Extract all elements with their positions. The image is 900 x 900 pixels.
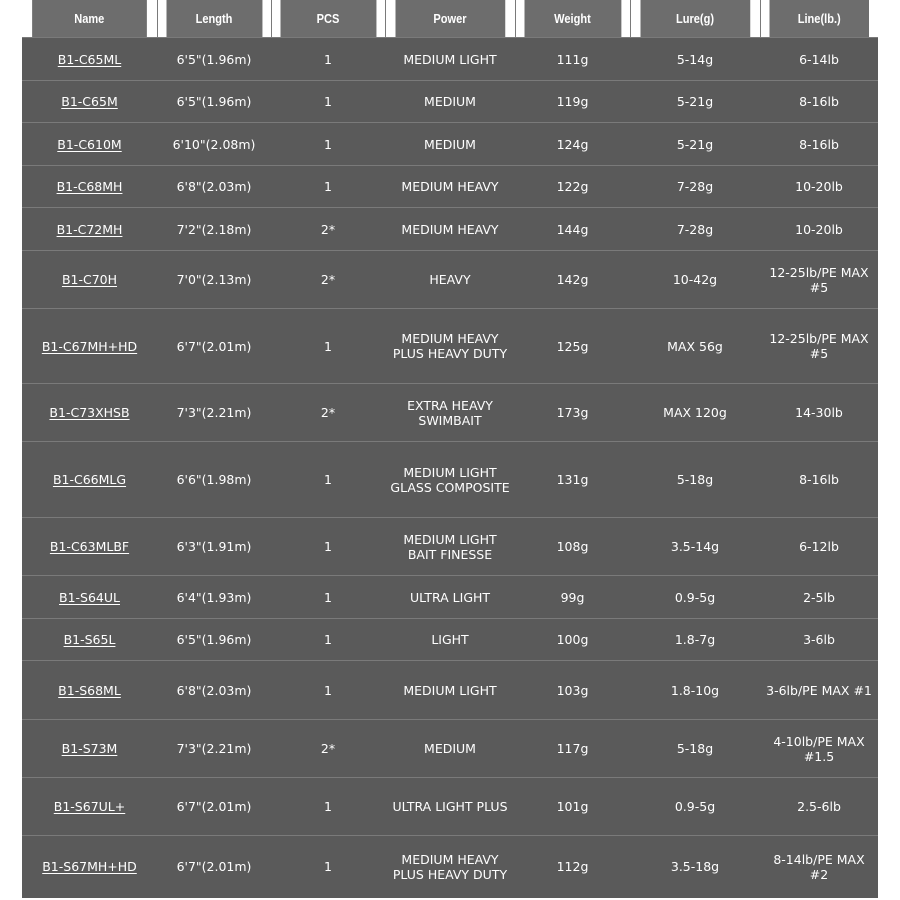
cell-power: MEDIUM HEAVY: [385, 166, 515, 208]
rod-spec-table: [22, 0, 878, 898]
cell-lure: 0.9-5g: [630, 576, 760, 619]
cell-power: MEDIUM HEAVY: [385, 208, 515, 251]
table-row: [22, 123, 878, 166]
cell-line: 8-16lb: [760, 442, 878, 518]
cell-power: MEDIUM LIGHT GLASS COMPOSITE: [385, 442, 515, 518]
cell-lure: 3.5-14g: [630, 518, 760, 576]
model-link[interactable]: B1-C63MLBF: [49, 539, 130, 554]
cell-lure: 7-28g: [630, 166, 760, 208]
cell-weight: 122g: [515, 166, 630, 208]
cell-lure: 3.5-18g: [630, 836, 760, 898]
cell-name: [22, 81, 157, 123]
cell-line: 12-25lb/PE MAX #5: [760, 251, 878, 309]
table-row: [22, 38, 878, 81]
table-row: [22, 81, 878, 123]
table-row: [22, 208, 878, 251]
cell-name: [22, 576, 157, 619]
cell-pcs: 1: [271, 836, 385, 898]
model-link[interactable]: B1-C67MH+HD: [41, 338, 138, 354]
model-link[interactable]: B1-S67MH+HD: [42, 859, 137, 875]
cell-weight: 119g: [515, 81, 630, 123]
cell-length: 6'7"(2.01m): [157, 778, 271, 836]
cell-line: 6-14lb: [760, 38, 878, 81]
model-link[interactable]: B1-S67UL+: [53, 799, 126, 814]
model-link[interactable]: B1-C610M: [57, 136, 122, 152]
cell-lure: 7-28g: [630, 208, 760, 251]
cell-weight: 101g: [515, 778, 630, 836]
cell-weight: 144g: [515, 208, 630, 251]
cell-pcs: 1: [271, 661, 385, 720]
cell-weight: 112g: [515, 836, 630, 898]
cell-line: 14-30lb: [760, 384, 878, 442]
cell-lure: 1.8-10g: [630, 661, 760, 720]
cell-power: MEDIUM LIGHT BAIT FINESSE: [385, 518, 515, 576]
cell-power: MEDIUM HEAVY PLUS HEAVY DUTY: [385, 309, 515, 384]
cell-length: 6'8"(2.03m): [157, 166, 271, 208]
cell-length: 7'0"(2.13m): [157, 251, 271, 309]
table-row: [22, 166, 878, 208]
cell-line: 4-10lb/PE MAX #1.5: [760, 720, 878, 778]
cell-name: [22, 836, 157, 898]
header-length: Length: [166, 0, 263, 38]
model-link[interactable]: B1-C65ML: [57, 51, 122, 67]
cell-power: HEAVY: [385, 251, 515, 309]
table-row: [22, 619, 878, 661]
cell-name: [22, 208, 157, 251]
cell-name: [22, 518, 157, 576]
cell-power: MEDIUM: [385, 81, 515, 123]
cell-name: [22, 384, 157, 442]
header-line: Line(lb.): [769, 0, 869, 38]
cell-lure: 0.9-5g: [630, 778, 760, 836]
cell-pcs: 1: [271, 309, 385, 384]
cell-weight: 100g: [515, 619, 630, 661]
table-row: [22, 720, 878, 778]
cell-weight: 124g: [515, 123, 630, 166]
cell-power: MEDIUM LIGHT: [385, 38, 515, 81]
cell-pcs: 2*: [271, 384, 385, 442]
cell-name: [22, 778, 157, 836]
cell-length: 6'6"(1.98m): [157, 442, 271, 518]
cell-pcs: 1: [271, 619, 385, 661]
cell-line: 8-14lb/PE MAX #2: [760, 836, 878, 898]
cell-line: 12-25lb/PE MAX #5: [760, 309, 878, 384]
cell-pcs: 2*: [271, 251, 385, 309]
table-row: [22, 836, 878, 898]
model-link[interactable]: B1-C73XHSB: [49, 405, 130, 420]
cell-pcs: 2*: [271, 720, 385, 778]
header-pcs: PCS: [280, 0, 377, 38]
cell-power: MEDIUM: [385, 123, 515, 166]
cell-pcs: 2*: [271, 208, 385, 251]
cell-line: 3-6lb: [760, 619, 878, 661]
table-row: [22, 442, 878, 518]
cell-name: [22, 38, 157, 81]
table-row: [22, 309, 878, 384]
cell-length: 6'5"(1.96m): [157, 619, 271, 661]
cell-length: 6'5"(1.96m): [157, 81, 271, 123]
model-link[interactable]: B1-C72MH: [56, 221, 123, 237]
cell-line: 8-16lb: [760, 81, 878, 123]
cell-lure: 10-42g: [630, 251, 760, 309]
cell-lure: 5-14g: [630, 38, 760, 81]
cell-name: [22, 309, 157, 384]
cell-line: 6-12lb: [760, 518, 878, 576]
cell-name: [22, 661, 157, 720]
model-link[interactable]: B1-C66MLG: [52, 472, 127, 487]
cell-name: [22, 123, 157, 166]
cell-power: MEDIUM HEAVY PLUS HEAVY DUTY: [385, 836, 515, 898]
table-row: [22, 384, 878, 442]
cell-line: 2.5-6lb: [760, 778, 878, 836]
model-link[interactable]: B1-S68ML: [58, 682, 121, 698]
cell-weight: 173g: [515, 384, 630, 442]
cell-length: 7'3"(2.21m): [157, 384, 271, 442]
cell-weight: 131g: [515, 442, 630, 518]
cell-weight: 103g: [515, 661, 630, 720]
cell-pcs: 1: [271, 166, 385, 208]
cell-pcs: 1: [271, 38, 385, 81]
cell-pcs: 1: [271, 778, 385, 836]
cell-name: [22, 442, 157, 518]
cell-length: 6'10"(2.08m): [157, 123, 271, 166]
cell-lure: 1.8-7g: [630, 619, 760, 661]
cell-lure: MAX 120g: [630, 384, 760, 442]
cell-weight: 99g: [515, 576, 630, 619]
cell-lure: 5-18g: [630, 442, 760, 518]
model-link[interactable]: B1-C68MH: [56, 179, 123, 194]
header-name: Name: [32, 0, 147, 38]
cell-power: LIGHT: [385, 619, 515, 661]
cell-lure: 5-21g: [630, 81, 760, 123]
cell-length: 6'7"(2.01m): [157, 309, 271, 384]
cell-pcs: 1: [271, 123, 385, 166]
cell-power: EXTRA HEAVY SWIMBAIT: [385, 384, 515, 442]
cell-pcs: 1: [271, 518, 385, 576]
cell-line: 10-20lb: [760, 166, 878, 208]
cell-weight: 142g: [515, 251, 630, 309]
cell-length: 6'5"(1.96m): [157, 38, 271, 81]
cell-length: 6'4"(1.93m): [157, 576, 271, 619]
model-link[interactable]: B1-C70H: [61, 272, 118, 287]
model-link[interactable]: B1-S65L: [63, 632, 116, 647]
cell-pcs: 1: [271, 81, 385, 123]
cell-power: MEDIUM: [385, 720, 515, 778]
cell-pcs: 1: [271, 576, 385, 619]
cell-length: 7'2"(2.18m): [157, 208, 271, 251]
cell-line: 8-16lb: [760, 123, 878, 166]
cell-lure: 5-21g: [630, 123, 760, 166]
cell-lure: MAX 56g: [630, 309, 760, 384]
cell-length: 6'8"(2.03m): [157, 661, 271, 720]
table-row: [22, 778, 878, 836]
cell-length: 6'7"(2.01m): [157, 836, 271, 898]
header-lure: Lure(g): [640, 0, 751, 38]
cell-name: [22, 166, 157, 208]
table-row: [22, 518, 878, 576]
model-link[interactable]: B1-S64UL: [59, 589, 120, 605]
cell-line: 3-6lb/PE MAX #1: [760, 661, 878, 720]
cell-name: [22, 251, 157, 309]
cell-name: [22, 619, 157, 661]
cell-name: [22, 720, 157, 778]
table-row: [22, 576, 878, 619]
cell-weight: 125g: [515, 309, 630, 384]
model-link[interactable]: B1-C65M: [61, 94, 118, 109]
cell-line: 10-20lb: [760, 208, 878, 251]
table-row: [22, 661, 878, 720]
cell-weight: 108g: [515, 518, 630, 576]
cell-weight: 117g: [515, 720, 630, 778]
cell-line: 2-5lb: [760, 576, 878, 619]
model-link[interactable]: B1-S73M: [61, 741, 118, 756]
table-row: [22, 251, 878, 309]
header-row: [22, 0, 878, 38]
cell-weight: 111g: [515, 38, 630, 81]
cell-power: MEDIUM LIGHT: [385, 661, 515, 720]
cell-length: 7'3"(2.21m): [157, 720, 271, 778]
cell-pcs: 1: [271, 442, 385, 518]
cell-lure: 5-18g: [630, 720, 760, 778]
cell-power: ULTRA LIGHT PLUS: [385, 778, 515, 836]
header-weight: Weight: [524, 0, 622, 38]
cell-length: 6'3"(1.91m): [157, 518, 271, 576]
cell-power: ULTRA LIGHT: [385, 576, 515, 619]
header-power: Power: [395, 0, 506, 38]
